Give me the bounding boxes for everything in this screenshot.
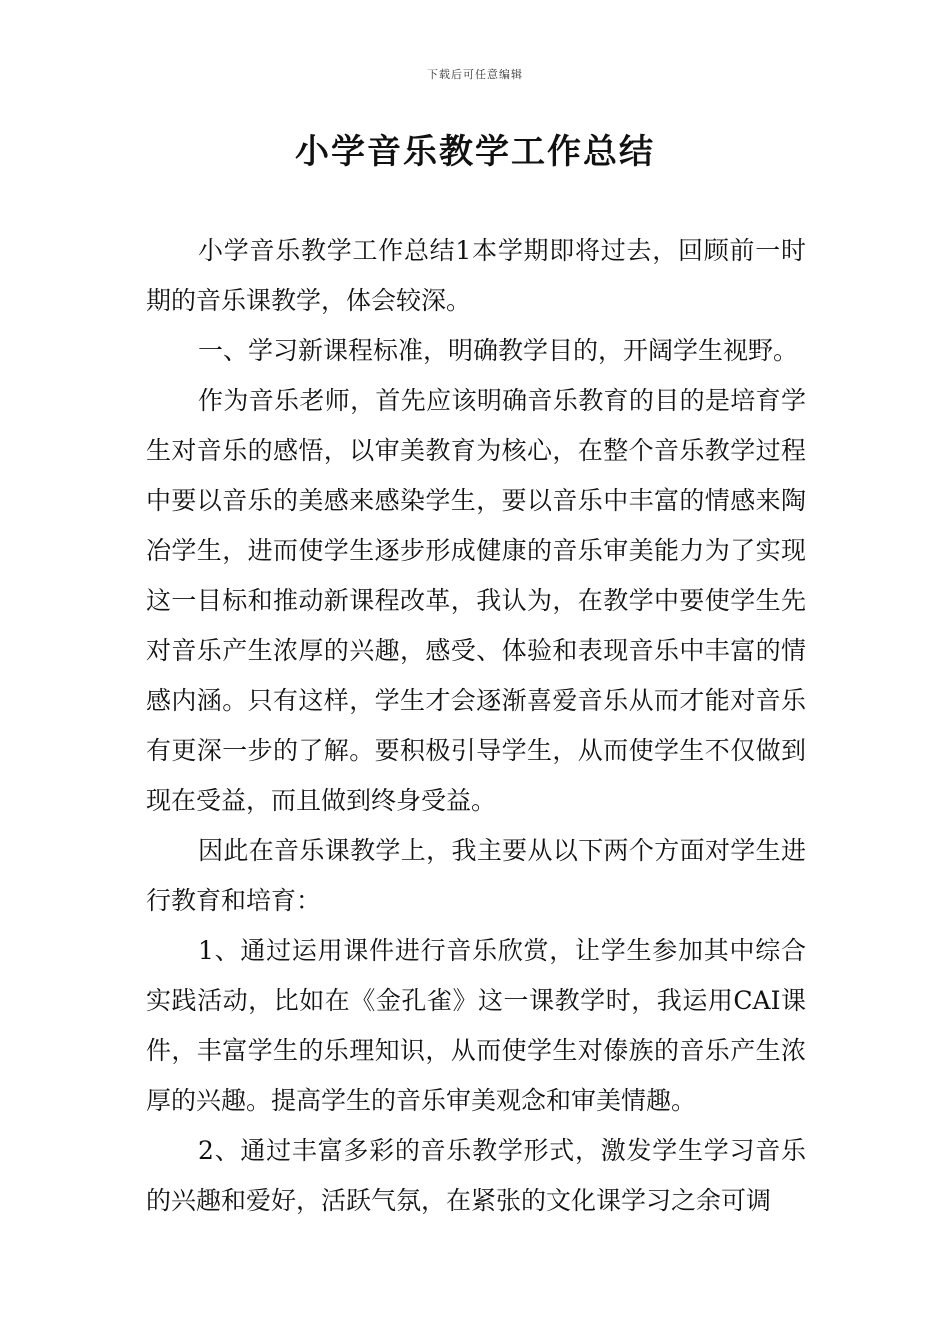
paragraph-music-teacher: 作为音乐老师，首先应该明确音乐教育的目的是培育学生对音乐的感悟，以审美教育为核心，在整个音乐教学过程中要以音乐的美感来感染学生，要以音乐中丰富的情感来陶冶学生，进而使学生逐步形成健康的音乐审美能力为了实现这一目标和推动新课程改革，我认为，在教学中要使学生先对音乐产生浓厚的兴趣，感受、体验和表现音乐中丰富的情感内涵。只有这样，学生才会逐渐喜爱音乐从而才能对音乐有更深一步的了解。要积极引导学生，从而使学生不仅做到现在受益，而且做到终身受益。 — [146, 386, 806, 815]
paragraph-section-heading: 一、学习新课程标准，明确教学目的，开阔学生视野。 — [198, 336, 799, 365]
paragraph-point-2: 2、通过丰富多彩的音乐教学形式，激发学生学习音乐的兴趣和爱好，活跃气氛，在紧张的文化课学习之余可调 — [146, 1136, 806, 1215]
paragraph-intro: 小学音乐教学工作总结1本学期即将过去，回顾前一时期的音乐课教学，体会较深。 — [146, 236, 806, 315]
paragraph-point-1: 1、通过运用课件进行音乐欣赏，让学生参加其中综合实践活动，比如在《金孔雀》这一课教学时，我运用CAI课件，丰富学生的乐理知识，从而使学生对傣族的音乐产生浓厚的兴趣。提高学生的音乐审美观念和审美情趣。 — [146, 936, 806, 1115]
header-note: 下载后可任意编辑 — [427, 68, 523, 81]
document-body — [146, 226, 806, 1226]
document-title: 小学音乐教学工作总结 — [295, 132, 655, 172]
paragraph-two-aspects: 因此在音乐课教学上，我主要从以下两个方面对学生进行教育和培育： — [146, 836, 806, 915]
